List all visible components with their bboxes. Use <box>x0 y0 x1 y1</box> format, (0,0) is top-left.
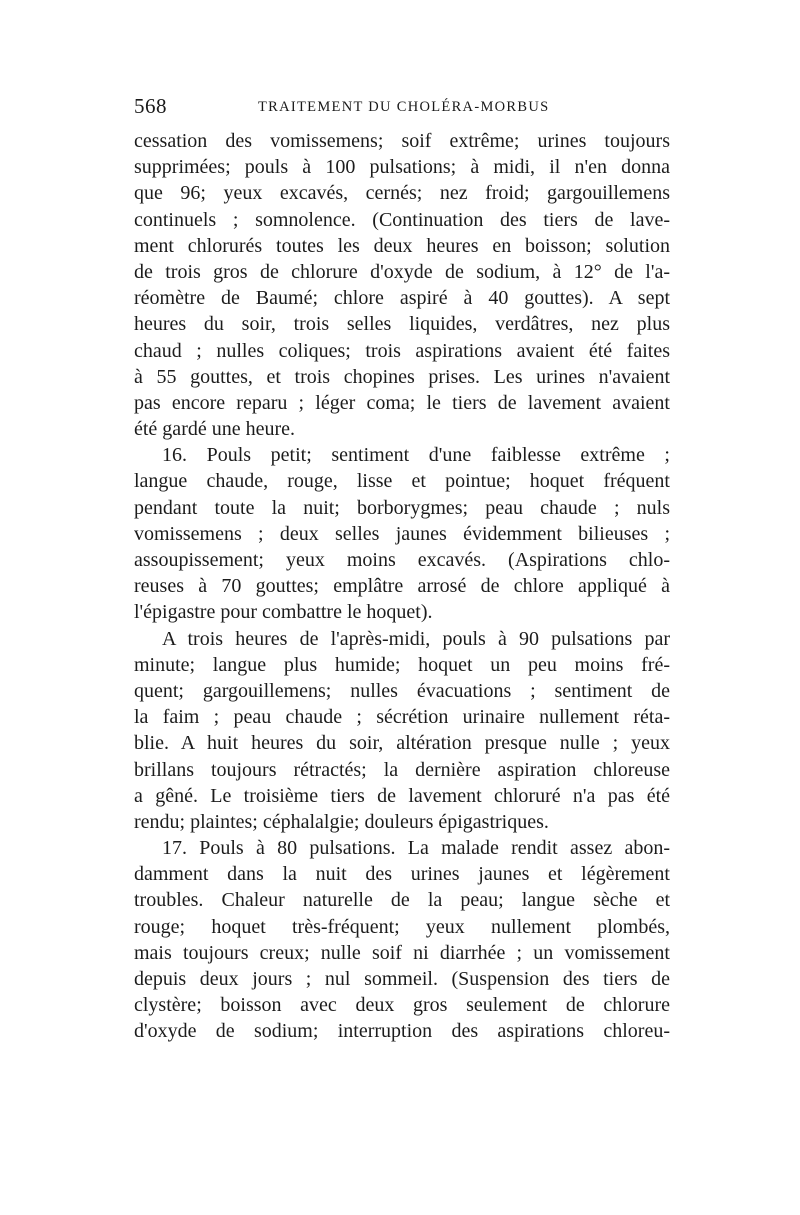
text-line: reuses à 70 gouttes; emplâtre arrosé de chlore appliqué à <box>134 575 670 598</box>
text-line: troubles. Chaleur naturelle de la peau; langue sèche et <box>134 889 670 912</box>
text-line: brillans toujours rétractés; la dernière aspiration chloreuse <box>134 758 670 781</box>
page-header <box>134 92 674 122</box>
running-title: TRAITEMENT DU CHOLÉRA-MORBUS <box>258 99 550 115</box>
text-line: minute; langue plus humide; hoquet un peu moins fré- <box>134 653 670 676</box>
text-line: vomissemens ; deux selles jaunes évidemment bilieuses ; <box>134 522 670 545</box>
text-line: à 55 gouttes, et trois chopines prises. Les urines n'avaient <box>134 365 670 388</box>
text-line: blie. A huit heures du soir, altération presque nulle ; yeux <box>134 732 670 755</box>
text-line: continuels ; somnolence. (Continuation des tiers de lave- <box>134 208 670 231</box>
body-text <box>134 128 670 1045</box>
text-line: d'oxyde de sodium; interruption des aspirations chloreu- <box>134 1020 670 1043</box>
text-line: ment chlorurés toutes les deux heures en boisson; solution <box>134 234 670 257</box>
text-line: l'épigastre pour combattre le hoquet). <box>134 601 433 624</box>
text-line: mais toujours creux; nulle soif ni diarrhée ; un vomissement <box>134 941 670 964</box>
text-line: pendant toute la nuit; borborygmes; peau chaude ; nuls <box>134 496 670 519</box>
text-line: assoupissement; yeux moins excavés. (Aspirations chlo- <box>134 549 670 571</box>
text-line: été gardé une heure. <box>134 418 296 441</box>
text-line: la faim ; peau chaude ; sécrétion urinaire nullement réta- <box>134 706 670 729</box>
text-line: chaud ; nulles coliques; trois aspirations avaient été faites <box>134 339 670 362</box>
text-line: pas encore reparu ; léger coma; le tiers de lavement avaient <box>134 391 670 414</box>
text-line: rendu; plaintes; céphalalgie; douleurs épigastriques. <box>134 810 549 833</box>
text-line: que 96; yeux excavés, cernés; nez froid; gargouillemens <box>134 182 670 205</box>
paragraph-start-line: A trois heures de l'après-midi, pouls à 90 pulsations par <box>162 627 670 650</box>
text-line: clystère; boisson avec deux gros seulement de chlorure <box>134 994 670 1017</box>
text-line: supprimées; pouls à 100 pulsations; à midi, il n'en donna <box>134 156 670 179</box>
text-line: cessation des vomissemens; soif extrême; urines toujours <box>134 130 670 152</box>
text-line: damment dans la nuit des urines jaunes et légèrement <box>134 863 670 886</box>
text-line: quent; gargouillemens; nulles évacuations ; sentiment de <box>134 679 670 702</box>
text-line: langue chaude, rouge, lisse et pointue; hoquet fréquent <box>134 470 670 493</box>
paragraph-start-line: 16. Pouls petit; sentiment d'une faiblesse extrême ; <box>162 444 670 467</box>
text-line: de trois gros de chlorure d'oxyde de sodium, à 12° de l'a- <box>134 260 670 283</box>
text-line: réomètre de Baumé; chlore aspiré à 40 gouttes). A sept <box>134 287 670 310</box>
text-line: heures du soir, trois selles liquides, verdâtres, nez plus <box>134 313 670 336</box>
paragraph-start-line: 17. Pouls à 80 pulsations. La malade rendit assez abon- <box>162 837 670 860</box>
text-line: rouge; hoquet très-fréquent; yeux nullement plombés, <box>134 915 670 938</box>
page-number: 568 <box>134 94 167 118</box>
text-line: depuis deux jours ; nul sommeil. (Suspension des tiers de <box>134 968 670 990</box>
text-line: a gêné. Le troisième tiers de lavement chloruré n'a pas été <box>134 784 670 807</box>
